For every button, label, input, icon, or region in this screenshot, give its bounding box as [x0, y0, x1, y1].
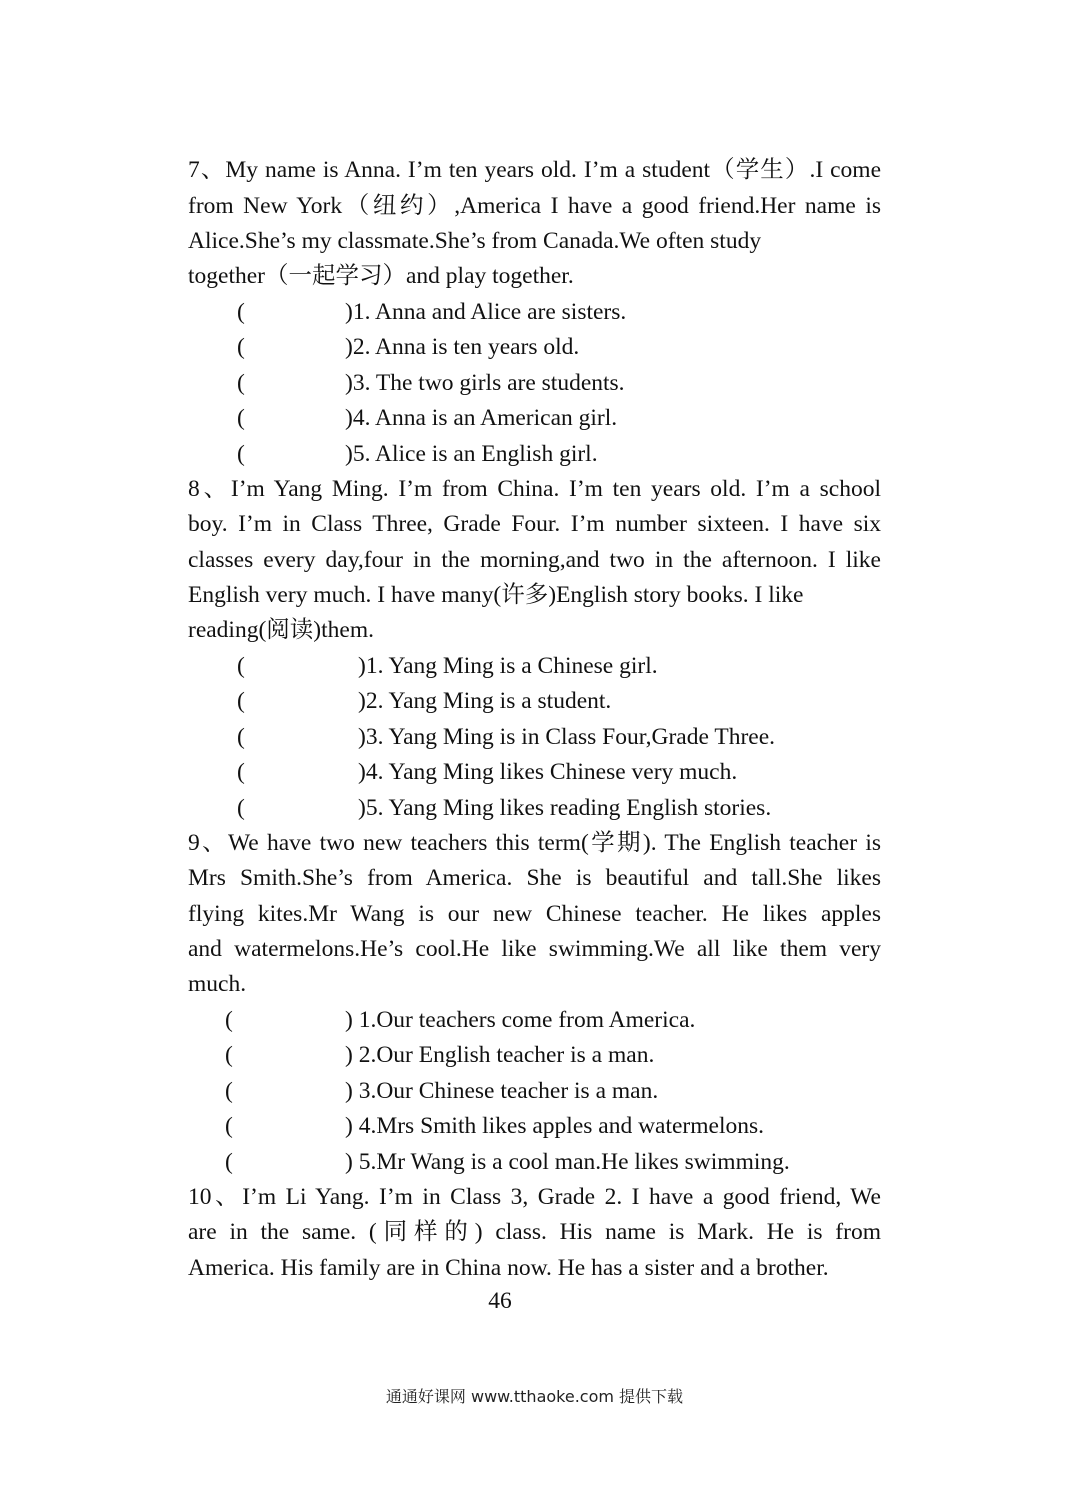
- passage-9-line-4: and watermelons.He’s cool.He like swimming.We all like them very: [188, 936, 881, 962]
- question-text: )4. Anna is an American girl.: [345, 405, 618, 431]
- passage-8-line-2: boy. I’m in Class Three, Grade Four. I’m number sixteen. I have six: [188, 511, 881, 537]
- answer-blank[interactable]: (: [225, 1078, 233, 1104]
- answer-blank[interactable]: (: [225, 1149, 233, 1175]
- passage-7-line-2: from New York（纽约）,America I have a good friend.Her name is: [188, 193, 881, 219]
- page-number: 46: [488, 1288, 512, 1314]
- question-text: ) 4.Mrs Smith likes apples and watermelons.: [345, 1113, 765, 1139]
- question-text: )3. The two girls are students.: [345, 370, 625, 396]
- passage-10-line-3: America. His family are in China now. He has a sister and a brother.: [188, 1255, 829, 1281]
- question-text: )1. Anna and Alice are sisters.: [345, 299, 627, 325]
- passage-10-line-1: 10、I’m Li Yang. I’m in Class 3, Grade 2. I have a good friend, We: [188, 1184, 881, 1210]
- footer-source-text: 通通好课网 www.tthaoke.com 提供下载: [385, 1387, 684, 1406]
- question-text: ) 1.Our teachers come from America.: [345, 1007, 696, 1033]
- passage-7-line-1: 7、My name is Anna. I’m ten years old. I’m a student（学生）.I come: [188, 157, 881, 183]
- answer-blank[interactable]: (: [225, 1042, 233, 1068]
- question-text: )3. Yang Ming is in Class Four,Grade Three.: [358, 724, 776, 750]
- answer-blank[interactable]: (: [237, 370, 245, 396]
- question-text: )2. Anna is ten years old.: [345, 334, 580, 360]
- passage-8-line-5: reading(阅读)them.: [188, 617, 374, 643]
- question-text: )4. Yang Ming likes Chinese very much.: [358, 759, 738, 785]
- answer-blank[interactable]: (: [237, 795, 245, 821]
- answer-blank[interactable]: (: [237, 334, 245, 360]
- question-text: ) 2.Our English teacher is a man.: [345, 1042, 655, 1068]
- answer-blank[interactable]: (: [237, 724, 245, 750]
- passage-7-line-4: together（一起学习）and play together.: [188, 263, 574, 289]
- question-text: ) 3.Our Chinese teacher is a man.: [345, 1078, 659, 1104]
- answer-blank[interactable]: (: [237, 299, 245, 325]
- question-text: ) 5.Mr Wang is a cool man.He likes swimming.: [345, 1149, 790, 1175]
- question-text: )1. Yang Ming is a Chinese girl.: [358, 653, 658, 679]
- passage-8-line-4: English very much. I have many(许多)English story books. I like: [188, 582, 804, 608]
- passage-9-line-1: 9、We have two new teachers this term(学期). The English teacher is: [188, 830, 881, 856]
- answer-blank[interactable]: (: [237, 405, 245, 431]
- passage-8-line-1: 8、I’m Yang Ming. I’m from China. I’m ten years old. I’m a school: [188, 476, 881, 502]
- answer-blank[interactable]: (: [225, 1007, 233, 1033]
- answer-blank[interactable]: (: [237, 441, 245, 467]
- question-text: )2. Yang Ming is a student.: [358, 688, 612, 714]
- question-text: )5. Alice is an English girl.: [345, 441, 598, 467]
- question-text: )5. Yang Ming likes reading English stories.: [358, 795, 772, 821]
- passage-7-line-3: Alice.She’s my classmate.She’s from Canada.We often study: [188, 228, 762, 254]
- answer-blank[interactable]: (: [225, 1113, 233, 1139]
- passage-10-line-2: are in the same. (同样的) class. His name is Mark. He is from: [188, 1219, 881, 1245]
- answer-blank[interactable]: (: [237, 653, 245, 679]
- passage-8-line-3: classes every day,four in the morning,and two in the afternoon. I like: [188, 547, 881, 573]
- passage-9-line-5: much.: [188, 971, 247, 997]
- passage-9-line-2: Mrs Smith.She’s from America. She is beautiful and tall.She likes: [188, 865, 881, 891]
- answer-blank[interactable]: (: [237, 759, 245, 785]
- passage-9-line-3: flying kites.Mr Wang is our new Chinese teacher. He likes apples: [188, 901, 881, 927]
- answer-blank[interactable]: (: [237, 688, 245, 714]
